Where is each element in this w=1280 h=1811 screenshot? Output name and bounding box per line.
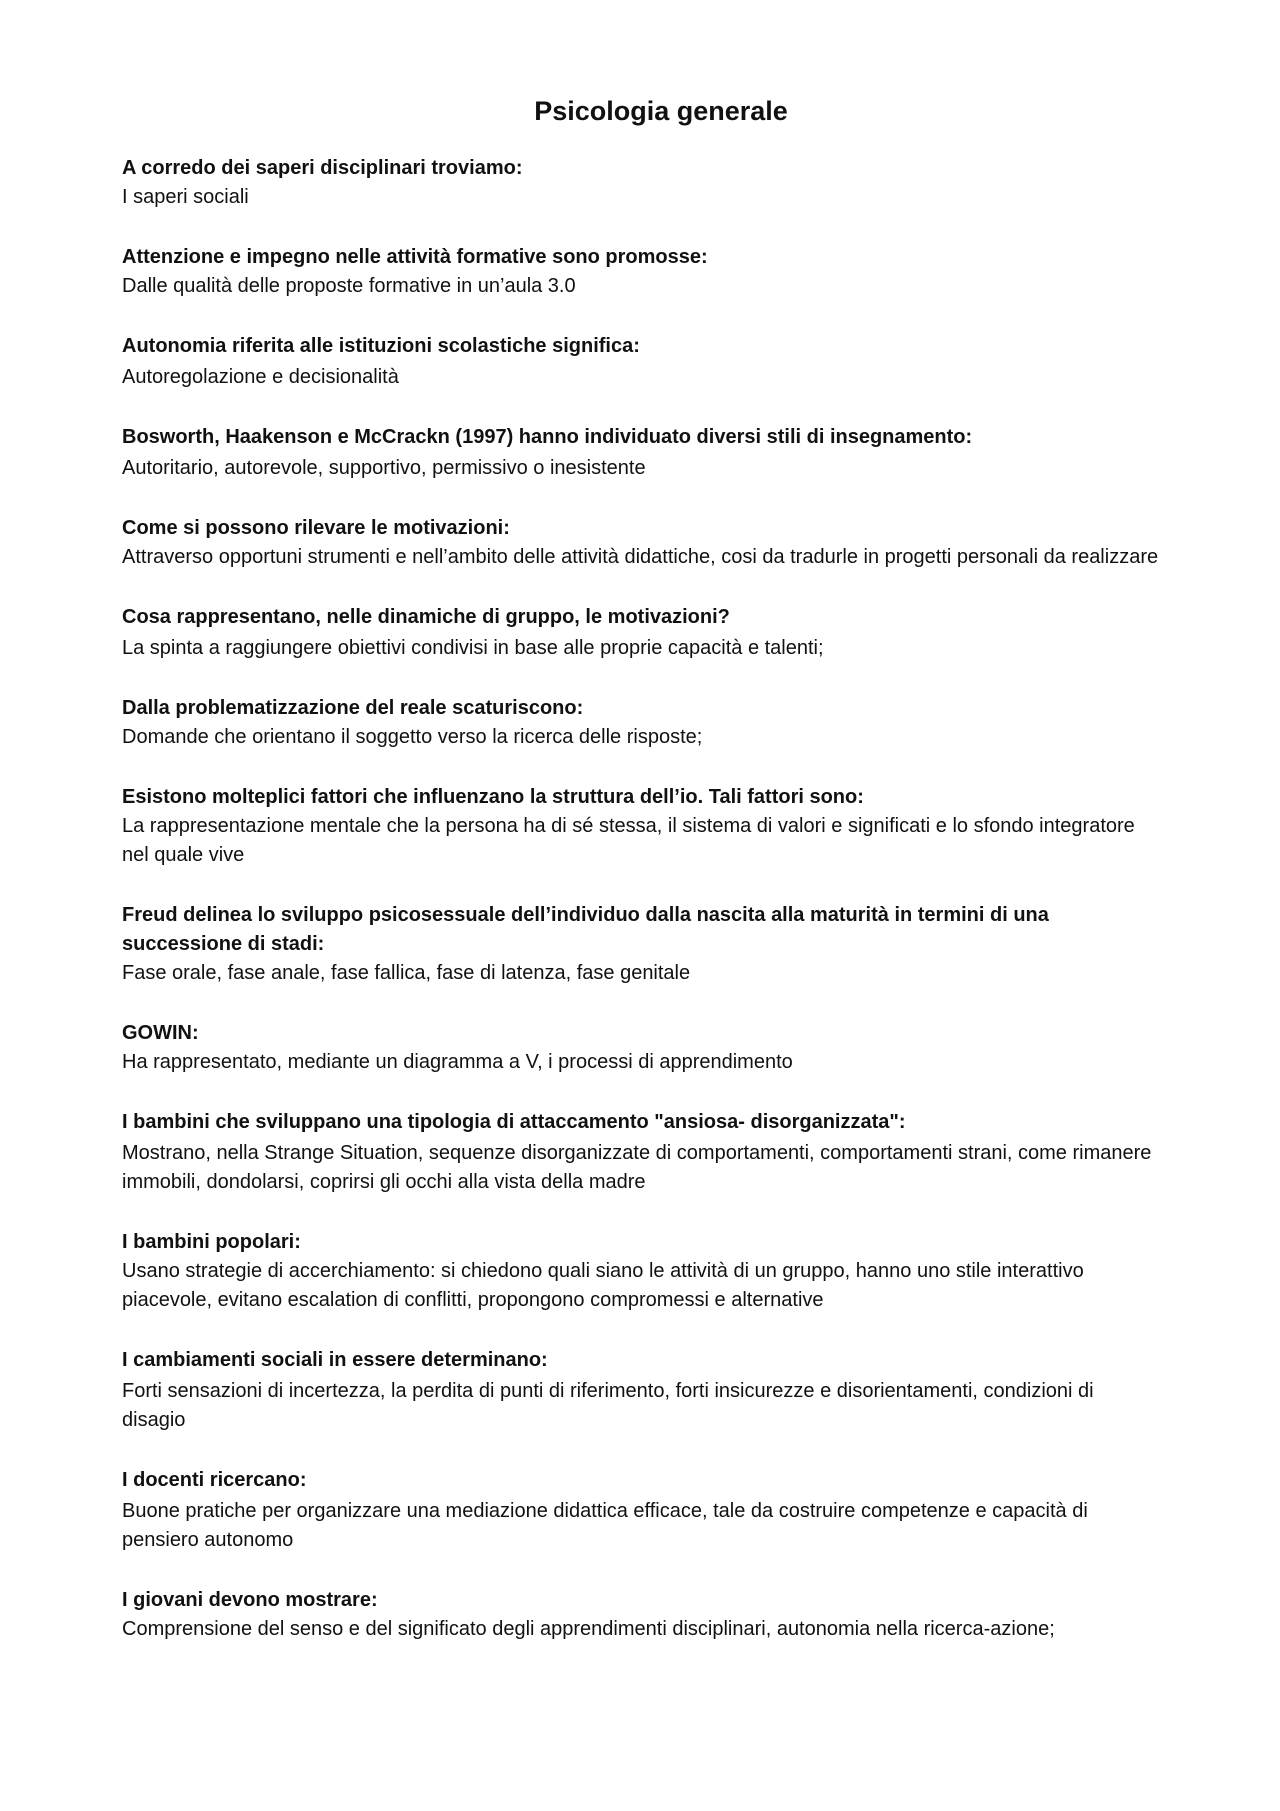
question-text: Bosworth, Haakenson e McCrackn (1997) hanno individuato diversi stili di insegnamento: [122,426,973,448]
qa-item [122,1108,1160,1197]
answer-text: Comprensione del senso e del significato degli apprendimenti disciplinari, autonomia nella ricerca-azione; [122,1618,1055,1640]
qa-item [122,1228,1160,1315]
answer-text: Domande che orientano il soggetto verso la ricerca delle risposte; [122,726,703,748]
qa-item [122,423,1160,483]
qa-item [122,1466,1160,1555]
answer-text: I saperi sociali [122,186,249,208]
qa-list [122,154,1160,1644]
qa-item [122,243,1160,301]
answer-text: Ha rappresentato, mediante un diagramma a V, i processi di apprendimento [122,1051,793,1073]
answer-text: La rappresentazione mentale che la persona ha di sé stessa, il sistema di valori e significati e lo sfondo integratore nel quale vive [122,815,1135,866]
answer-text: Usano strategie di accerchiamento: si chiedono quali siano le attività di un gruppo, hanno uno stile interattivo piacevole, evitano escalation di conflitti, propongono compromessi e alternative [122,1260,1084,1311]
question-text: I bambini che sviluppano una tipologia di attaccamento "ansiosa- disorganizzata": [122,1111,906,1133]
question-text: Attenzione e impegno nelle attività formative sono promosse: [122,246,708,268]
question-text: I cambiamenti sociali in essere determinano: [122,1349,548,1371]
question-text: I docenti ricercano: [122,1469,307,1491]
answer-text: La spinta a raggiungere obiettivi condivisi in base alle proprie capacità e talenti; [122,637,824,659]
qa-item [122,1346,1160,1435]
answer-text: Dalle qualità delle proposte formative in un’aula 3.0 [122,275,576,297]
question-text: Dalla problematizzazione del reale scaturiscono: [122,697,584,719]
question-text: Cosa rappresentano, nelle dinamiche di gruppo, le motivazioni? [122,606,730,628]
question-text: I giovani devono mostrare: [122,1589,378,1611]
qa-item [122,901,1160,988]
qa-item [122,332,1160,392]
page-title: Psicologia generale [534,96,788,126]
answer-text: Mostrano, nella Strange Situation, sequenze disorganizzate di comportamenti, comportamenti strani, come rimanere immobili, dondolarsi, coprirsi gli occhi alla vista della madre [122,1142,1152,1193]
question-text: A corredo dei saperi disciplinari troviamo: [122,157,523,179]
question-text: Autonomia riferita alle istituzioni scolastiche significa: [122,335,640,357]
qa-item [122,514,1160,572]
answer-text: Attraverso opportuni strumenti e nell’ambito delle attività didattiche, cosi da tradurle in progetti personali da realizzare [122,546,1159,568]
qa-item [122,694,1160,752]
qa-item [122,603,1160,663]
qa-item [122,1586,1160,1644]
qa-item [122,1019,1160,1077]
question-text: GOWIN: [122,1022,199,1044]
question-text: Esistono molteplici fattori che influenzano la struttura dell’io. Tali fattori sono: [122,786,864,808]
answer-text: Autoregolazione e decisionalità [122,366,399,388]
answer-text: Fase orale, fase anale, fase fallica, fase di latenza, fase genitale [122,962,691,984]
question-text: Freud delinea lo sviluppo psicosessuale dell’individuo dalla nascita alla maturità in termini di una successione di stadi: [122,904,1049,955]
answer-text: Autoritario, autorevole, supportivo, permissivo o inesistente [122,457,646,479]
question-text: I bambini popolari: [122,1231,301,1253]
answer-text: Buone pratiche per organizzare una mediazione didattica efficace, tale da costruire competenze e capacità di pensiero autonomo [122,1500,1088,1551]
qa-item [122,154,1160,212]
qa-item [122,783,1160,870]
question-text: Come si possono rilevare le motivazioni: [122,517,510,539]
answer-text: Forti sensazioni di incertezza, la perdita di punti di riferimento, forti insicurezze e disorientamenti, condizioni di disagio [122,1380,1094,1431]
